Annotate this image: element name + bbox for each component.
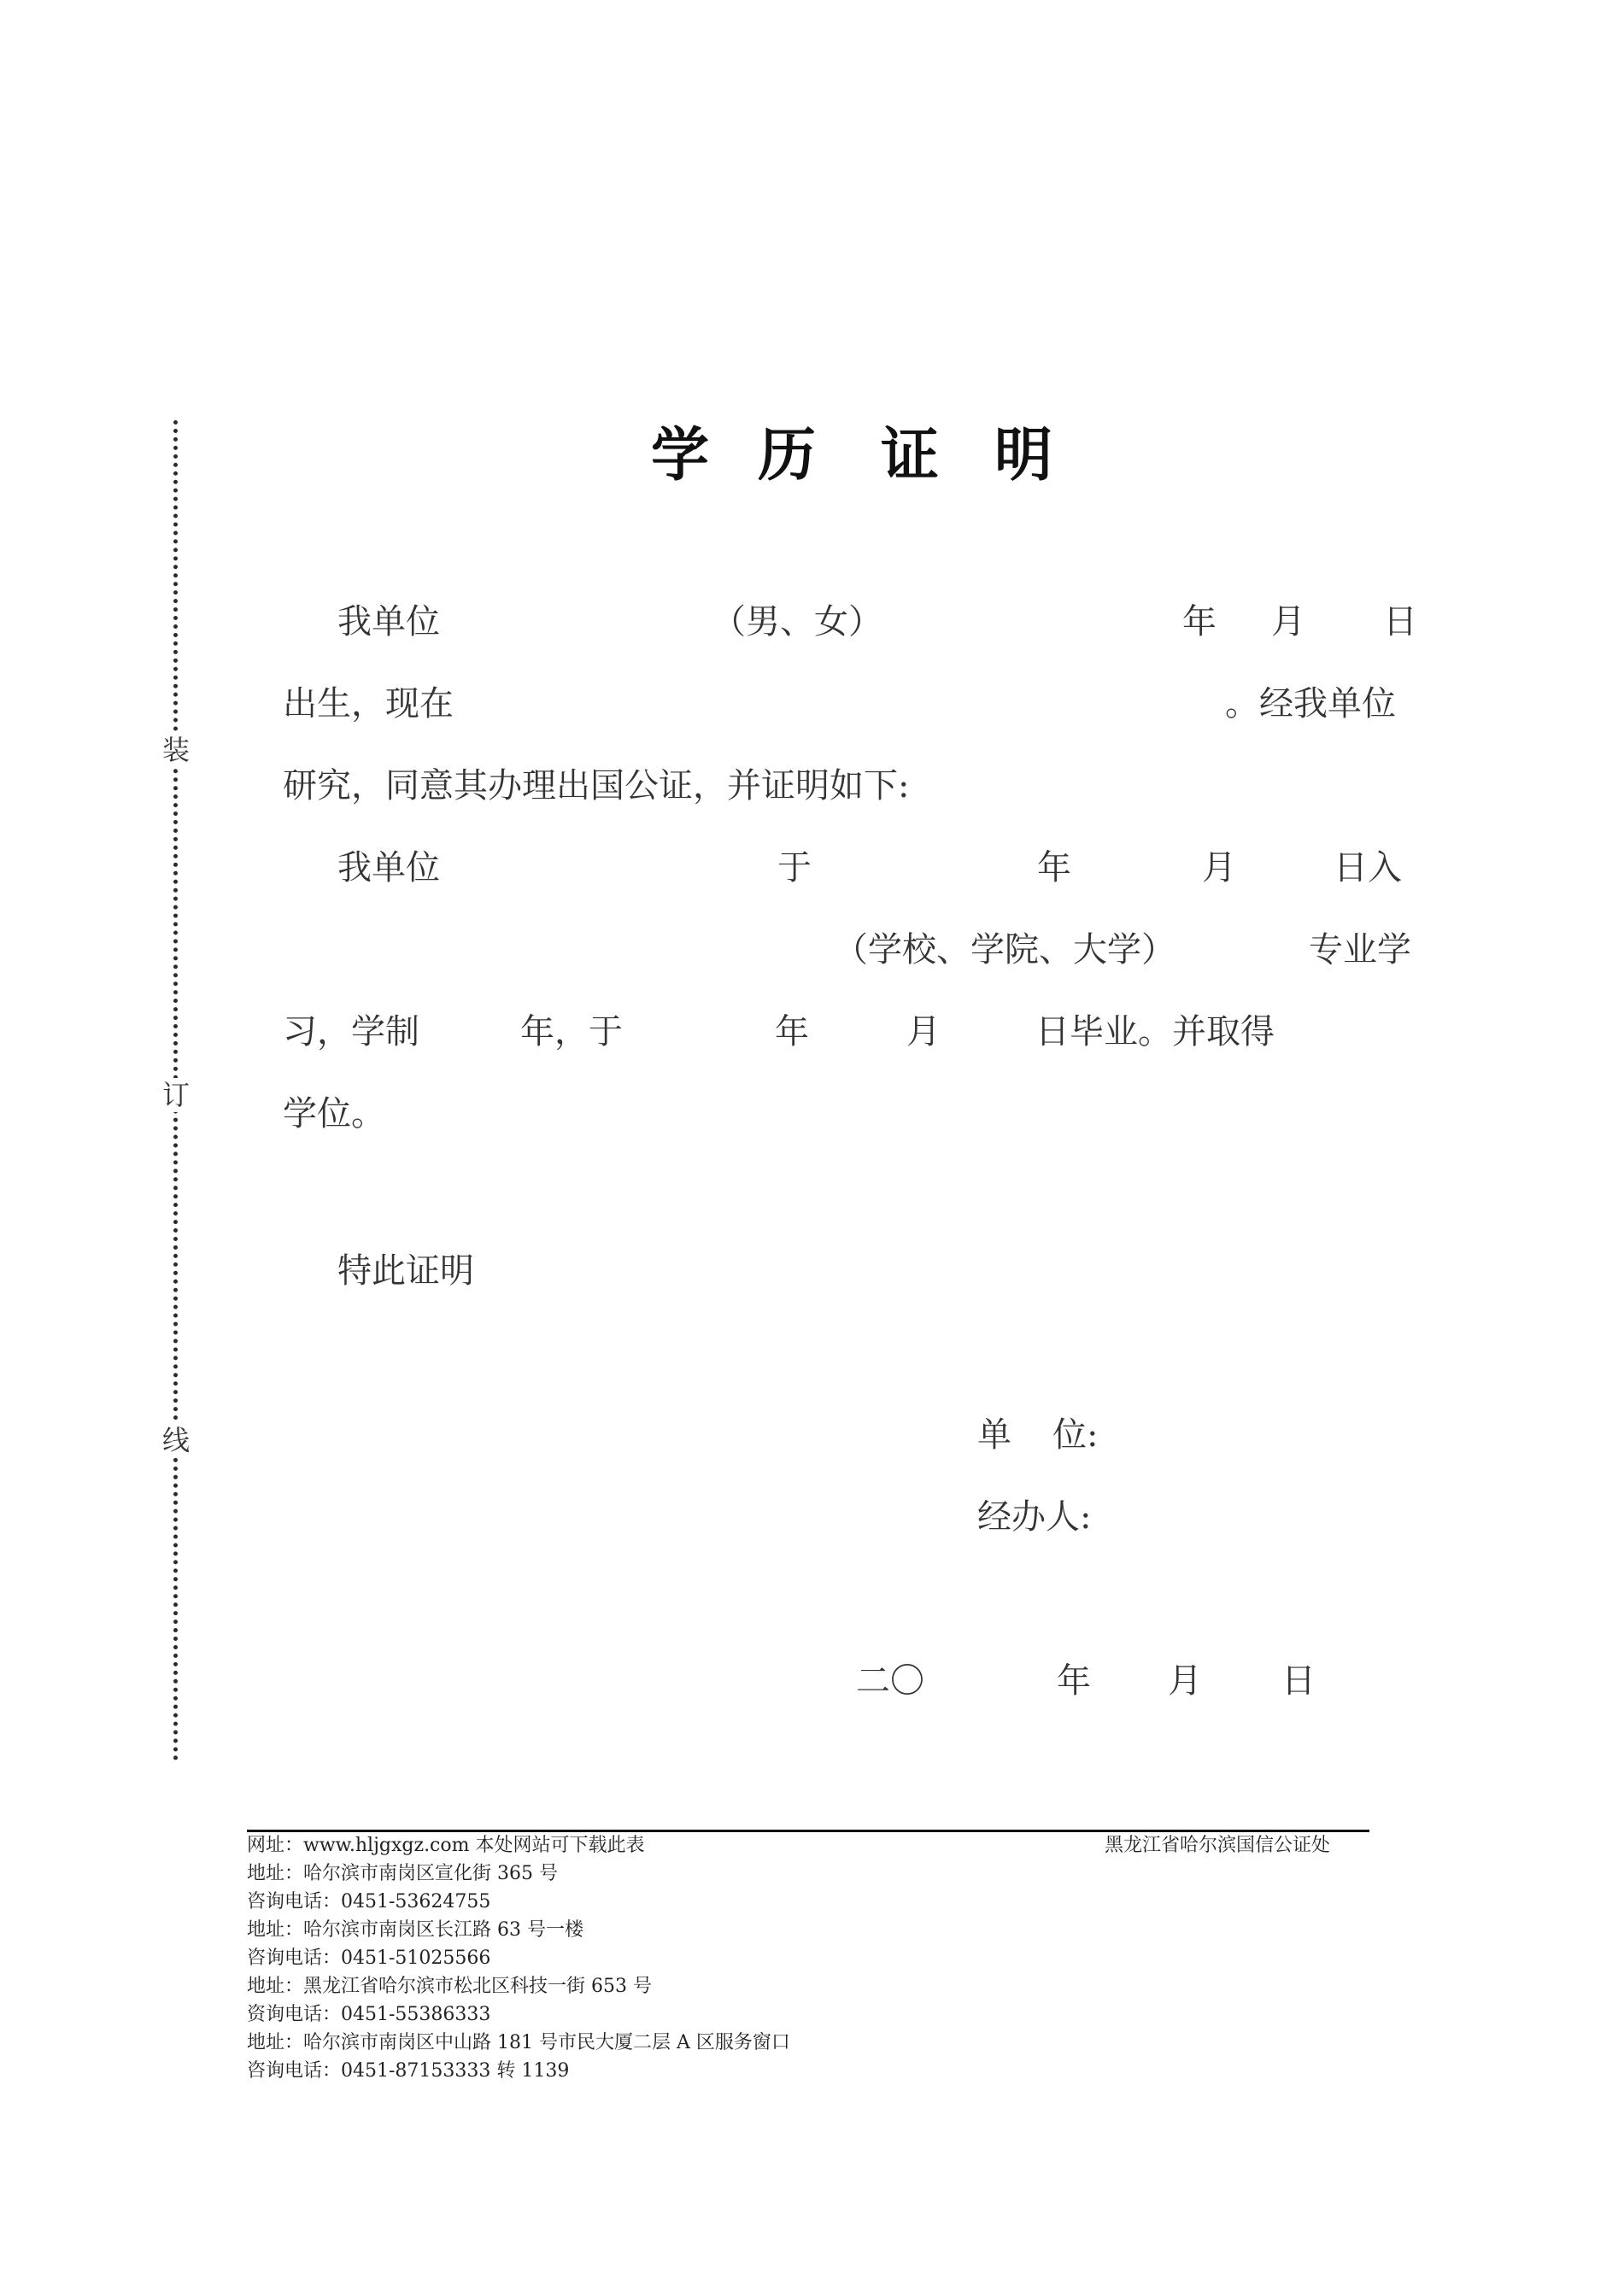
body-l5-major: 专业学: [1309, 930, 1411, 969]
body-l6-graduate: 日毕业。并取得: [1035, 1012, 1275, 1051]
date-month: 月: [1168, 1661, 1202, 1701]
special-certify: 特此证明: [337, 1251, 474, 1291]
body-l1-intro: 我单位: [337, 602, 440, 641]
body-l3-research: 研究，同意其办理出国公证，并证明如下:: [283, 766, 910, 805]
body-l4-year: 年: [1037, 848, 1071, 887]
body-l6-month: 月: [906, 1012, 941, 1051]
body-l5-school: （学校、学院、大学）: [834, 930, 1175, 969]
footer-phone-2: 咨询电话：0451-51025566: [247, 1948, 491, 1969]
date-year: 年: [1057, 1661, 1091, 1701]
body-l7-degree: 学位。: [283, 1094, 385, 1133]
footer-divider: [247, 1830, 1369, 1832]
unit-label-colon: 位:: [1052, 1415, 1099, 1455]
body-l1-day: 日: [1383, 602, 1417, 641]
body-l1-year: 年: [1182, 602, 1217, 641]
footer-website: 网址：www.hljgxgz.com 本处网站可下载此表: [247, 1835, 645, 1856]
unit-label-char: 单: [977, 1415, 1011, 1455]
body-l1-gender: （男、女）: [712, 602, 882, 641]
body-l2-unit: 。经我单位: [1225, 684, 1396, 723]
body-l6-yu: 年，于: [520, 1012, 623, 1051]
footer-phone-4: 咨询电话：0451-87153333 转 1139: [247, 2060, 570, 2082]
binding-label-ding: 订: [159, 1078, 193, 1112]
footer-phone-1: 咨询电话：0451-53624755: [247, 1891, 491, 1912]
handler-label: 经办人:: [977, 1497, 1092, 1537]
body-l4-month: 月: [1202, 848, 1236, 887]
footer-address-3: 地址：黑龙江省哈尔滨市松北区科技一街 653 号: [247, 1976, 652, 1997]
title-char-1: 学: [651, 422, 710, 489]
body-l6-study: 习，学制: [283, 1012, 419, 1051]
body-l2-born: 出生，现在: [283, 684, 454, 723]
body-l6-year: 年: [775, 1012, 809, 1051]
body-l4-day-enter: 日入: [1334, 848, 1402, 887]
binding-label-xian: 线: [159, 1423, 193, 1457]
date-prefix: 二〇: [856, 1661, 924, 1701]
title-char-3: 证: [881, 422, 940, 489]
body-l4-yu: 于: [777, 848, 812, 887]
footer-address-1: 地址：哈尔滨市南岗区宣化街 365 号: [247, 1863, 558, 1884]
footer-phone-3: 资询电话：0451-55386333: [247, 2004, 491, 2025]
binding-label-zhuang: 装: [159, 733, 193, 767]
date-day: 日: [1281, 1661, 1316, 1701]
footer-office: 黑龙江省哈尔滨国信公证处: [1105, 1835, 1331, 1856]
title-char-4: 明: [994, 422, 1053, 489]
body-l1-month: 月: [1271, 602, 1305, 641]
title-char-2: 历: [758, 422, 817, 489]
body-l4-intro: 我单位: [337, 848, 440, 887]
footer-address-2: 地址：哈尔滨市南岗区长江路 63 号一楼: [247, 1919, 583, 1941]
footer-address-4: 地址：哈尔滨市南岗区中山路 181 号市民大厦二层 A 区服务窗口: [247, 2032, 790, 2053]
